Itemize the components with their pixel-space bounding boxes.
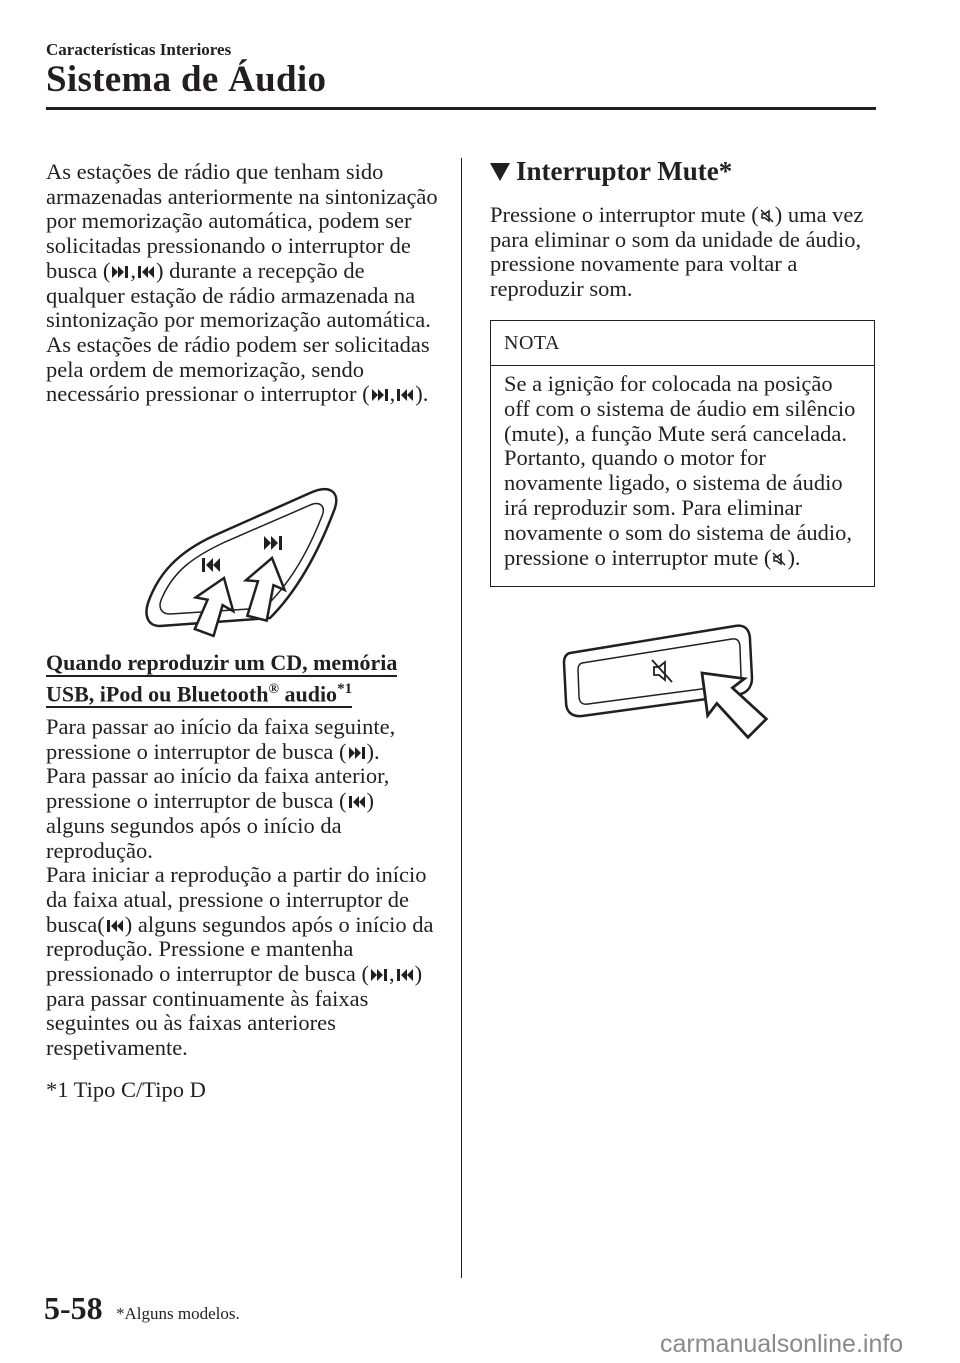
seek-up-icon: [348, 746, 366, 760]
intro-text-2: ) durante a recepção de qualquer estação de rádio armazenada na sintonização por memorização automática. As estações de rádio podem ser solicitadas pela ordem de memorização, sendo necessário pressionar o interruptor (: [46, 257, 431, 407]
seek-up-icon: [371, 388, 389, 402]
page-number: 5-58: [44, 1290, 103, 1326]
seek-down-icon: [396, 968, 414, 982]
next-track-text-1: Para passar ao início da faixa seguinte, pressione o interruptor de busca (: [46, 714, 396, 764]
next-track-text-2: ).: [366, 738, 380, 764]
seek-switch-illustration: [140, 478, 355, 638]
seek-down-icon: [396, 388, 414, 402]
mute-icon: [652, 660, 672, 682]
note-body: [491, 366, 874, 570]
separator: ,: [130, 257, 136, 283]
seek-up-icon: [370, 968, 388, 982]
watermark: carmanualsonline.info: [660, 1330, 904, 1358]
prev-track-text-2: ) alguns segundos após o início da reprodução.: [46, 788, 375, 863]
title-rule: [46, 107, 876, 110]
cd-usb-subheading: [46, 650, 438, 708]
footnote: *1 Tipo C/Tipo D: [46, 1077, 206, 1102]
mute-text-1: Pressione o interruptor mute (: [490, 202, 759, 227]
seek-up-icon: [264, 536, 282, 550]
prev-track-text-1: Para passar ao início da faixa anterior, pressione o interruptor de busca (: [46, 763, 390, 814]
separator: ,: [389, 381, 396, 407]
seek-down-icon: [106, 919, 124, 933]
mute-text-2: ) uma vez para eliminar o som da unidade de áudio, pressione novamente para voltar a reproduzir som.: [490, 202, 864, 302]
subheading-line-2: USB, iPod ou Bluetooth® audio$^{*1}$: [46, 677, 352, 708]
intro-text-3: ).: [415, 381, 429, 407]
note-text-1: Se a ignição for colocada na posição off com o sistema de áudio em silêncio (mute), a função Mute será cancelada. Portanto, quando o motor for novamente ligado, o sistema de áudio irá reproduzir som. Para eliminar novamente o som do sistema de áudio, pressione o interruptor mute (: [504, 371, 856, 570]
left-playback-paragraphs: [46, 715, 438, 1061]
subheading-line-1: Quando reproduzir um CD, memória: [46, 650, 398, 675]
restart-track-text-3: ) para passar continuamente às faixas seguintes ou às faixas anteriores respetivamente.: [46, 961, 423, 1061]
mute-paragraph: [490, 203, 875, 302]
page-title: Sistema de Áudio: [46, 59, 327, 100]
column-divider: [461, 158, 462, 1278]
seek-down-icon: [348, 795, 366, 809]
mute-heading-text: Interruptor Mute*: [516, 156, 733, 186]
note-title: NOTA: [491, 321, 874, 366]
intro-text-1: As estações de rádio que tenham sido armazenadas anteriormente na sintonização por memorização automática, podem ser solicitadas pressionando o interruptor de busca (: [46, 159, 438, 283]
arrow-pointer-left: [185, 571, 242, 638]
restart-track-text-2: ) alguns segundos após o início da reprodução. Pressione e mantenha pressionado o interruptor de busca (: [46, 911, 434, 987]
restart-track-text-1: Para iniciar a reprodução a partir do início da faixa atual, pressione o interruptor de busca(: [46, 862, 427, 937]
mute-switch-illustration: [560, 618, 785, 758]
left-intro-paragraph: [46, 160, 438, 407]
mute-heading: [490, 156, 732, 187]
mute-icon: [772, 552, 786, 566]
seek-up-icon: [111, 265, 129, 279]
separator: ,: [389, 961, 395, 987]
seek-down-icon: [202, 558, 220, 572]
note-box: [490, 320, 875, 587]
triangle-bullet-icon: [490, 163, 510, 181]
mute-icon: [760, 209, 774, 223]
arrow-pointer-right: [238, 553, 292, 623]
seek-down-icon: [137, 265, 155, 279]
models-note: *Alguns modelos.: [116, 1304, 240, 1323]
section-label: Características Interiores: [46, 40, 232, 59]
note-text-2: ).: [787, 544, 801, 570]
